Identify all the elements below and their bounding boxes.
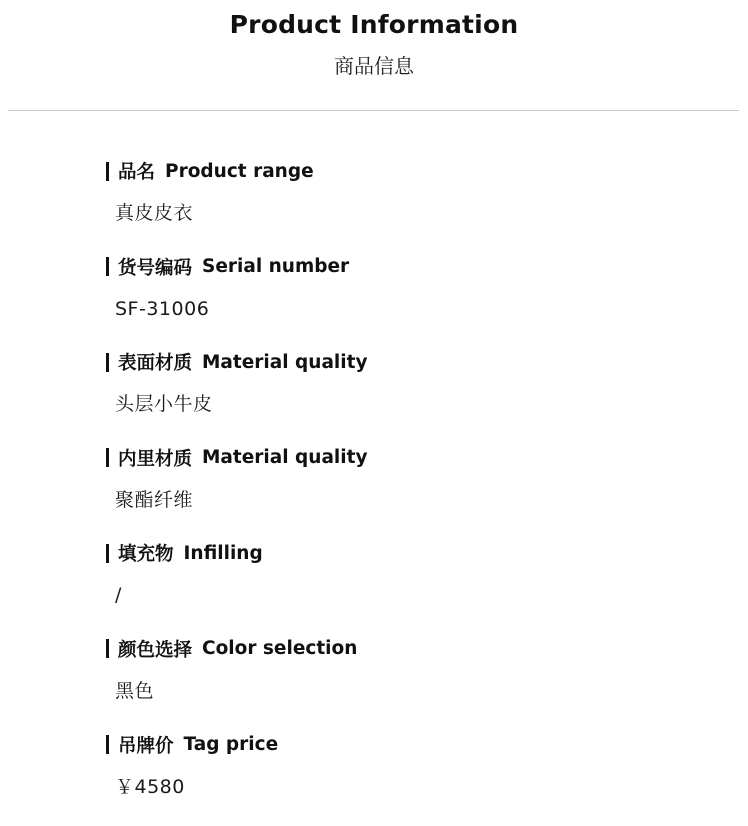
- spec-label-en: Material quality: [202, 351, 368, 373]
- spec-item-serial-number: [106, 253, 706, 349]
- spec-label: [106, 348, 368, 376]
- spec-label-en: Product range: [165, 160, 314, 182]
- spec-item-infilling: [106, 539, 706, 635]
- label-marker-bar: [106, 544, 109, 563]
- spec-label: [106, 731, 278, 759]
- spec-label-cn: 填充物: [118, 544, 174, 566]
- spec-label: [106, 539, 263, 567]
- spec-label-cn: 表面材质: [118, 353, 193, 375]
- spec-item-surface-material: [106, 348, 706, 444]
- spec-value: 黑色: [115, 679, 155, 702]
- spec-item-lining-material: [106, 444, 706, 540]
- label-marker-bar: [106, 162, 109, 181]
- label-marker-bar: [106, 257, 109, 276]
- spec-label: [106, 444, 368, 472]
- spec-label-cn: 内里材质: [118, 448, 193, 470]
- spec-value: SF-31006: [115, 297, 210, 320]
- spec-label-cn: 货号编码: [118, 257, 193, 279]
- header-divider: [8, 110, 739, 111]
- label-marker-bar: [106, 353, 109, 372]
- spec-value: 头层小牛皮: [115, 393, 213, 416]
- spec-label-en: Tag price: [183, 734, 279, 756]
- label-marker-bar: [106, 735, 109, 754]
- spec-item-color-selection: [106, 635, 706, 731]
- spec-label-en: Color selection: [202, 638, 358, 660]
- spec-item-product-range: [106, 157, 706, 253]
- spec-label: [106, 635, 357, 663]
- spec-value: ￥4580: [115, 775, 185, 798]
- spec-list: [106, 157, 706, 826]
- label-marker-bar: [106, 639, 109, 658]
- spec-label-en: Infilling: [183, 542, 263, 564]
- spec-label-cn: 颜色选择: [118, 639, 193, 661]
- spec-value: 聚酯纤维: [115, 488, 194, 511]
- spec-label: [106, 253, 349, 281]
- spec-label-en: Material quality: [202, 447, 368, 469]
- page-title: Product Information: [229, 10, 519, 39]
- page-subtitle: 商品信息: [334, 54, 414, 78]
- spec-value: 真皮皮衣: [115, 202, 194, 224]
- spec-label: [106, 157, 314, 185]
- spec-value: /: [115, 584, 122, 607]
- spec-item-tag-price: [106, 731, 706, 826]
- label-marker-bar: [106, 448, 109, 467]
- spec-label-en: Serial number: [202, 256, 350, 278]
- spec-label-cn: 品名: [118, 162, 156, 183]
- spec-label-cn: 吊牌价: [118, 735, 174, 757]
